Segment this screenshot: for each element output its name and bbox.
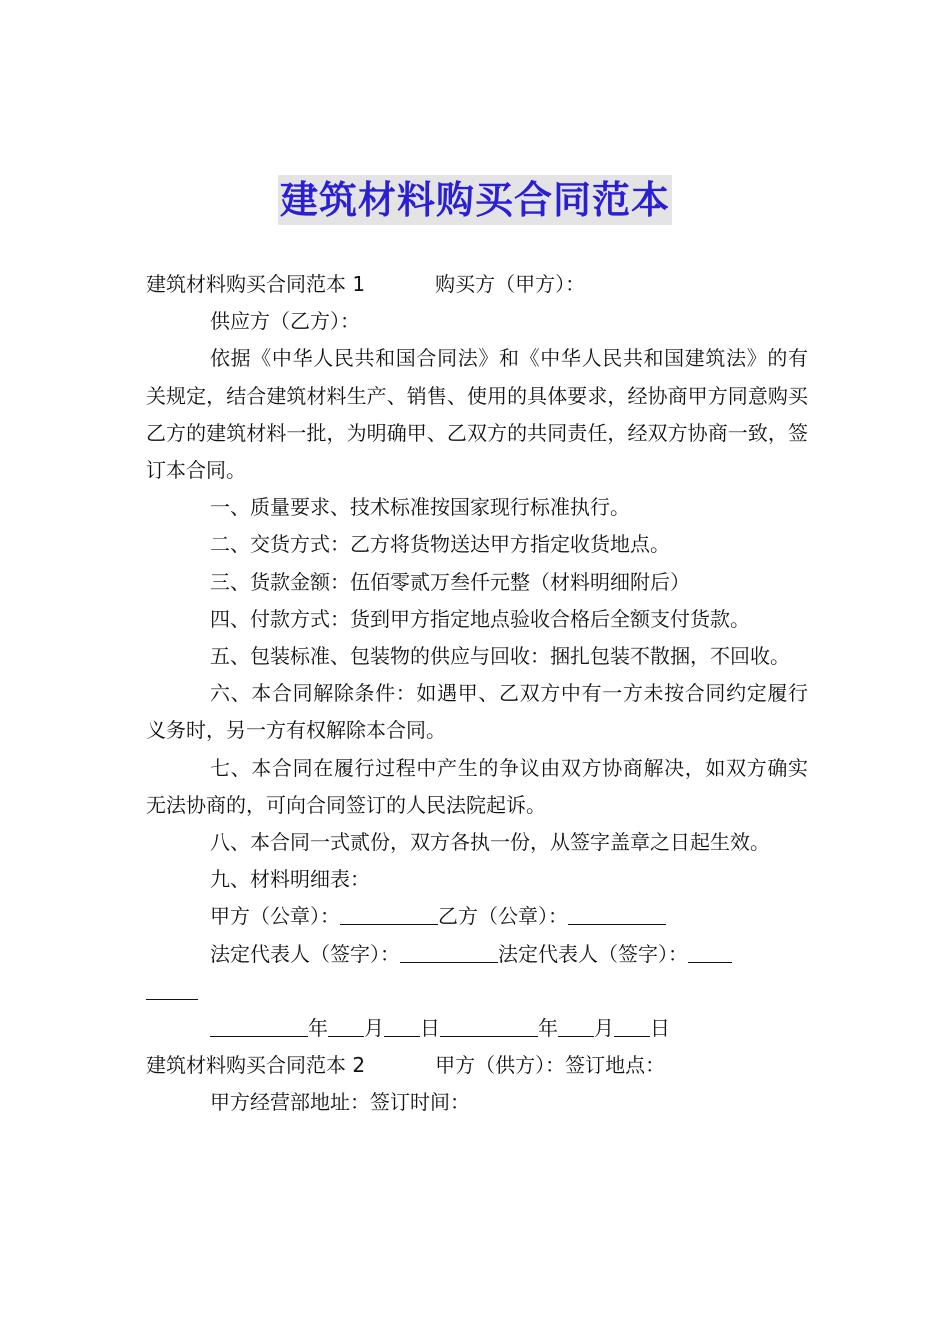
supplier-line	[146, 303, 808, 340]
year-b-label: 年	[538, 1016, 558, 1041]
day-b-label: 日	[650, 1016, 670, 1041]
clause-4: 四、付款方式：货到甲方指定地点验收合格后全额支付货款。	[210, 606, 750, 631]
contract2-address: 甲方经营部地址：签订时间：	[210, 1090, 470, 1115]
document-body	[146, 266, 808, 1122]
seal-b-blank	[568, 902, 666, 925]
contract1-heading: 建筑材料购买合同范本 1	[146, 272, 366, 296]
month-a-blank	[328, 1014, 364, 1037]
document-title: 建筑材料购买合同范本	[278, 175, 672, 225]
clause-7: 七、本合同在履行过程中产生的争议由双方协商解决，如双方确实无法协商的，可向合同签订的人民法院起诉。	[146, 755, 808, 817]
contract2-heading-line	[146, 1047, 808, 1084]
seal-a-label: 甲方（公章）：	[210, 904, 340, 929]
year-a-label: 年	[308, 1016, 328, 1041]
year-a-blank	[210, 1014, 308, 1037]
clause-9: 九、材料明细表：	[210, 867, 370, 892]
rep-a-label: 法定代表人（签字）：	[210, 941, 400, 966]
day-a-blank	[384, 1014, 420, 1037]
clause-3: 三、货款金额：伍佰零贰万叁仟元整（材料明细附后）	[210, 569, 690, 594]
clause-1: 一、质量要求、技术标准按国家现行标准执行。	[210, 495, 630, 520]
seal-line	[146, 898, 808, 935]
rep-b-blank	[688, 940, 732, 963]
contract2-party-a: 甲方（供方）：签订地点：	[435, 1053, 666, 1078]
supplier-label: 供应方（乙方）：	[210, 309, 360, 334]
month-b-label: 月	[594, 1016, 614, 1041]
seal-b-label: 乙方（公章）：	[438, 904, 568, 929]
contract2-address-line	[146, 1084, 808, 1121]
contract2-heading: 建筑材料购买合同范本 2	[146, 1053, 366, 1078]
document-title-wrapper	[0, 175, 950, 225]
representative-line	[146, 936, 808, 1010]
day-a-label: 日	[420, 1016, 440, 1041]
day-b-blank	[614, 1014, 650, 1037]
year-b-blank	[440, 1014, 538, 1037]
rep-a-blank	[400, 940, 498, 963]
intro-paragraph: 依据《中华人民共和国合同法》和《中华人民共和国建筑法》的有关规定，结合建筑材料生产、销售、使用的具体要求，经协商甲方同意购买乙方的建筑材料一批，为明确甲、乙双方的共同责任，经双方协商一致，签订本合同。	[146, 346, 808, 483]
clause-8: 八、本合同一式贰份，双方各执一份，从签字盖章之日起生效。	[210, 830, 770, 855]
rep-b-label: 法定代表人（签字）：	[498, 941, 688, 966]
contract1-heading-line	[146, 266, 808, 303]
seal-a-blank	[340, 902, 438, 925]
month-a-label: 月	[364, 1016, 384, 1041]
clause-2: 二、交货方式：乙方将货物送达甲方指定收货地点。	[210, 532, 670, 557]
month-b-blank	[558, 1014, 594, 1037]
buyer-label: 购买方（甲方）：	[435, 272, 586, 296]
clause-6: 六、本合同解除条件：如遇甲、乙双方中有一方未按合同约定履行义务时，另一方有权解除本合同。	[146, 681, 808, 743]
date-line	[146, 1010, 808, 1047]
rep-b-blank-cont	[146, 977, 198, 1000]
clause-5: 五、包装标准、包装物的供应与回收：捆扎包装不散捆，不回收。	[210, 644, 790, 669]
